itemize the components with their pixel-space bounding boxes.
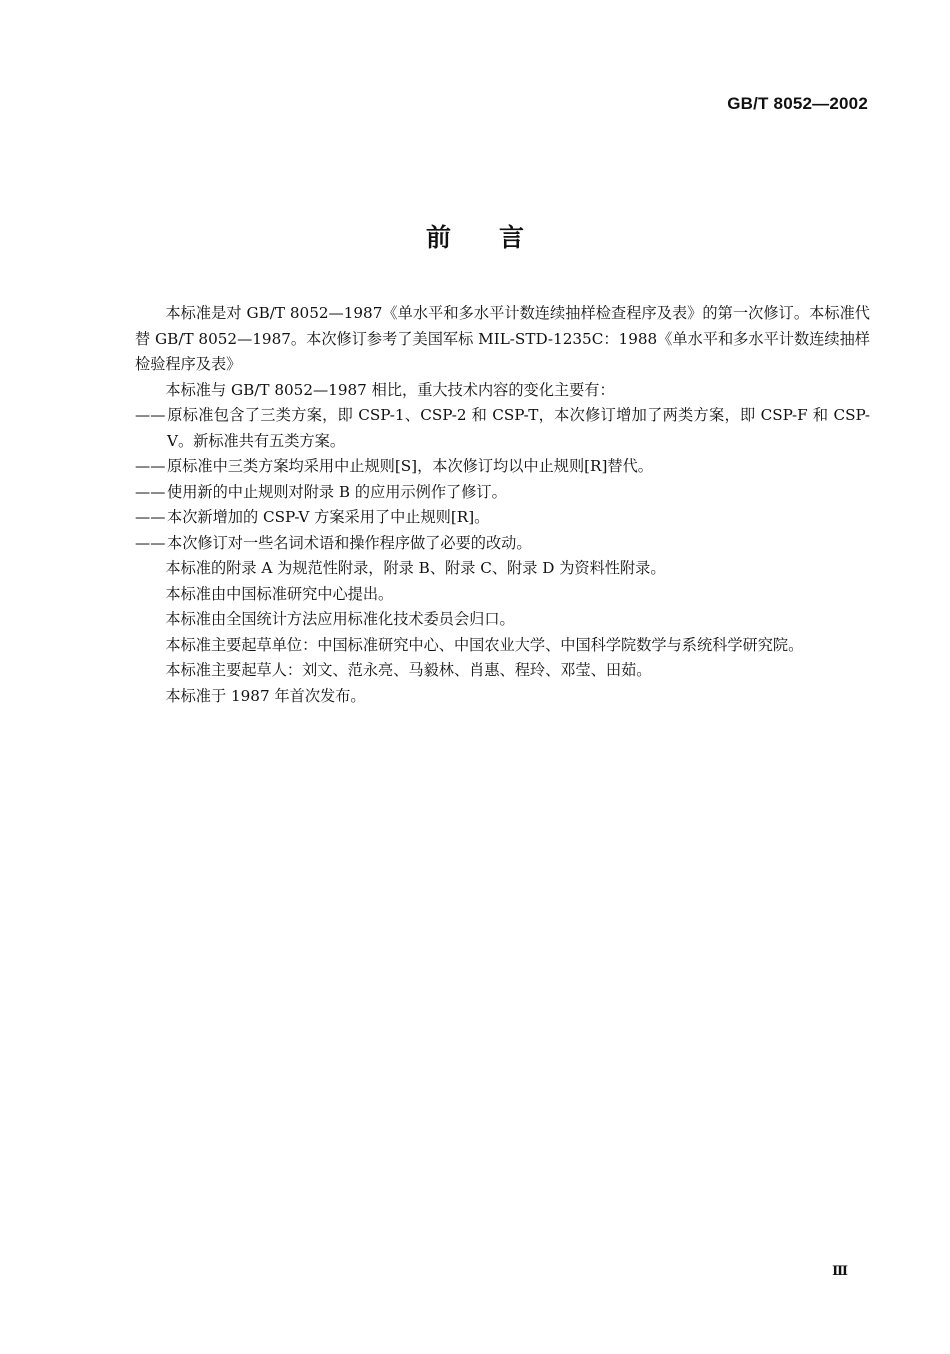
standard-number: GB/T 8052—2002 [727, 94, 868, 113]
paragraph-changes-intro: 本标准与 GB/T 8052—1987 相比，重大技术内容的变化主要有： [165, 380, 615, 399]
change-item [135, 505, 870, 531]
change-item-text: 使用新的中止规则对附录 B 的应用示例作了修订。 [167, 482, 507, 501]
change-item-text: 本次修订对一些名词术语和操作程序做了必要的改动。 [167, 533, 532, 552]
paragraph-drafters: 本标准主要起草人：刘文、范永亮、马毅林、肖惠、程玲、邓莹、田茹。 [165, 661, 652, 679]
dash-marker: —— [135, 533, 166, 552]
page-number: Ⅲ [832, 1264, 848, 1279]
change-item-text: 原标准中三类方案均采用中止规则[S]，本次修订均以中止规则[R]替代。 [167, 457, 653, 475]
page-title: 前言 [425, 223, 572, 252]
change-item-text: 原标准包含了三类方案，即 CSP-1、CSP-2 和 CSP-T，本次修订增加了两类方案，即 CSP-F 和 CSP-V。新标准共有五类方案。 [167, 406, 870, 450]
dash-marker: —— [135, 406, 166, 424]
change-item [135, 454, 870, 480]
paragraph-revision-basis: 本标准是对 GB/T 8052—1987《单水平和多水平计数连续抽样检查程序及表》的第一次修订。本标准代替 GB/T 8052—1987。本次修订参考了美国军标 MIL-STD-1235C：1988《单水平和多水平计数连续抽样检验程序及表》 [135, 304, 870, 373]
paragraph-drafting-units: 本标准主要起草单位：中国标准研究中心、中国农业大学、中国科学院数学与系统科学研究院。 [165, 635, 804, 654]
paragraph-proposer: 本标准由中国标准研究中心提出。 [165, 584, 394, 603]
dash-marker: —— [135, 457, 166, 475]
foreword-body [135, 301, 870, 709]
dash-marker: —— [135, 508, 166, 526]
change-item-text: 本次新增加的 CSP-V 方案采用了中止规则[R]。 [167, 508, 490, 526]
change-item [135, 531, 870, 557]
paragraph-annexes: 本标准的附录 A 为规范性附录，附录 B、附录 C、附录 D 为资料性附录。 [165, 559, 666, 577]
paragraph-committee: 本标准由全国统计方法应用标准化技术委员会归口。 [165, 610, 515, 628]
change-item [135, 480, 870, 506]
paragraph-first-issue: 本标准于 1987 年首次发布。 [165, 686, 366, 705]
dash-marker: —— [135, 482, 166, 501]
change-item [135, 403, 870, 454]
